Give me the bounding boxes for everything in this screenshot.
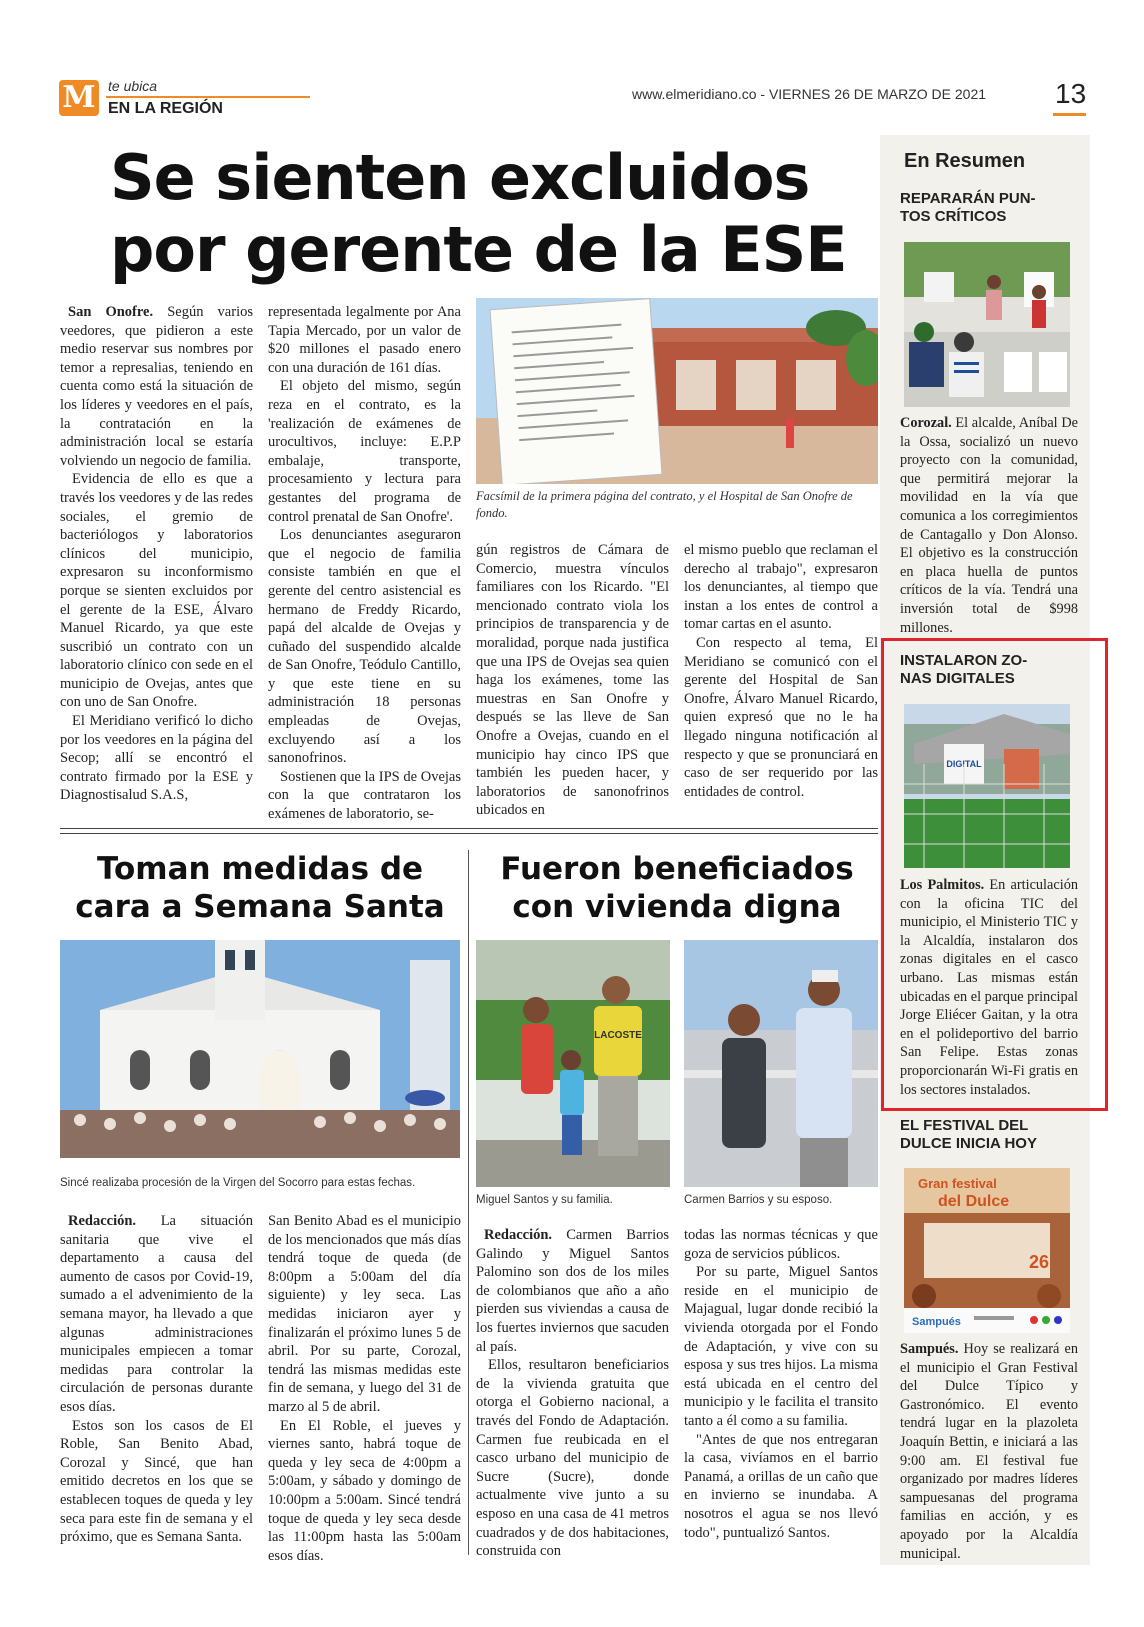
digital-zone-illustration [904, 704, 1070, 868]
sidebar-item2-heading: INSTALARON ZO- NAS DIGITALES [900, 652, 1028, 687]
sidebar-title: En Resumen [904, 150, 1026, 172]
carmen-barrios-photo [684, 940, 878, 1187]
vivienda-col1: Redacción. Carmen Barrios Galindo y Miguel Santos Palomino son dos de los miles de colombianos que año a año pierden sus viviendas a causa de los fuertes inviernos que sacuden al país. Ellos, resultaron beneficiarios de la vivienda gratuita que otorga el Gobierno nacional, a través del Fondo de Adaptación. Carmen fue reubicada en el casco urbano del municipio de Sucre (Sucre), donde actualmente vive junto a su esposo en una casa de 41 metros cuadrados y de dos habitaciones, construida con [476, 1227, 669, 1560]
procession-photo [60, 940, 460, 1158]
column-rule [468, 850, 469, 1555]
couple-illustration [684, 940, 878, 1187]
tagline: te ubica [108, 78, 158, 94]
main-headline-line1: Se sienten excluidos [110, 141, 810, 214]
semana-santa-headline: Toman medidas de cara a Semana Santa [75, 851, 445, 925]
logo-letter: M [62, 80, 96, 115]
logo [59, 80, 99, 116]
hospital-photo-caption: Facsímil de la primera página del contrato, y el Hospital de San Onofre de fondo. [476, 489, 853, 520]
section-underline [106, 96, 310, 98]
hospital-contract-illustration [476, 298, 878, 484]
sidebar-item1-text: Corozal. El alcalde, Aníbal De la Ossa, socializó un nuevo proyecto con la comunidad, que permitirá mejorar la movilidad en la vía que comunica a los corregimientos de Cantagallo y Don Alonso. El objetivo es la construcción en placa huella de puntos críticos de la vía. Tendrá una inversión total de $998 millones. [900, 415, 1078, 636]
procession-photo-caption: Sincé realizaba procesión de la Virgen del Socorro para estas fechas. [60, 1177, 416, 1189]
main-headline [110, 142, 870, 286]
main-story-col1: San Onofre. Según varios veedores, que pidieron a este medio reservar sus nombres por temor a represalias, teniendo en cuenta como está la situación de los líderes y veedores en el país, la contratación en la administración local se estaría volviendo un negocio de familia. Evidencia de ello es que a través los veedores y de las redes sociales, el gremio de bacteriólogos y laboratorios clínicos del municipio, expresaron su inconformismo porque se sienten excluidos por el gerente de la ESE, Álvaro Manuel Ricardo, ya que este suscribió un contrato con un laboratorio clínico con sede en el municipio de Ovejas, antes que con uno de San Onofre. El Meridiano verificó lo dicho por los veedores en la página del Secop; allí se encontró el contrato firmado por la ESE y Diagnostisalud S.A.S, [60, 304, 253, 804]
poster-date: 26 [1029, 1252, 1050, 1272]
vivienda-col2: todas las normas técnicas y que goza de servicios públicos. Por su parte, Miguel Santos reside en el municipio de Majagual, lugar donde recibió la vivienda otorgada por el Fondo de Adaptación, y vive con su esposa y sus tres hijos. La misma está ubicada en el centro del municipio y le facilita el transito tanto a él como a su familia. "Antes de que nos entregaran la casa, vivíamos en el barrio Panamá, a orillas de un caño que en invierno se inundaba. A nosotros el agua se nos llevó todo", puntualizó Santos. [684, 1227, 878, 1541]
semana-santa-col1: Redacción. La situación sanitaria que vive el departamento a causa del aumento de casos por Covid-19, sumado a el advenimiento de la semana mayor, ha llevado a que algunas administraciones municipales empiecen a tomar medidas para controlar la circulación de personas durante esos días. Estos son los casos de El Roble, San Benito Abad, Corozal y Sincé, que han emitido decretos en los que se establecen toques de queda y ley seca para este fin de semana y el próximo, que es Semana Santa. [60, 1213, 253, 1546]
church-procession-illustration [60, 940, 460, 1158]
family-illustration [476, 940, 670, 1187]
miguel-santos-caption: Miguel Santos y su familia. [476, 1194, 613, 1206]
shirt-text: LACOSTE [594, 1030, 642, 1041]
sidebar-item3-poster [904, 1168, 1070, 1333]
sidebar-item3-heading: EL FESTIVAL DEL DULCE INICIA HOY [900, 1117, 1037, 1152]
sidebar-item1-dateline: Corozal. [900, 415, 952, 431]
community-meeting-illustration [904, 242, 1070, 407]
vivienda-dateline: Redacción. [484, 1227, 553, 1243]
sidebar-item3-dateline: Sampués. [900, 1341, 959, 1357]
poster-title1: Gran festival [918, 1176, 997, 1191]
sidebar-item1-photo [904, 242, 1070, 407]
sidebar-item2-photo [904, 704, 1070, 868]
masthead [0, 0, 1144, 130]
page-number: 13 [1055, 78, 1087, 109]
vivienda-headline: Fueron beneficiados con vivienda digna [500, 851, 854, 925]
main-story-col4: el mismo pueblo que reclaman el derecho al trabajo", expresaron los denunciantes, al tiempo que instan a los entes de control a tomar cartas en el asunto. Con respecto al tema, El Meridiano se comunicó con el gerente del Hospital de San Onofre, Álvaro Manuel Ricardo, quien expresó que no le ha llegado ninguna notificación al respecto y que se pronunciará en caso de ser requerido por las entidades de control. [684, 542, 878, 800]
sidebar-item1-heading: REPARARÁN PUN- TOS CRÍTICOS [900, 190, 1036, 225]
miguel-santos-photo [476, 940, 670, 1187]
carmen-barrios-caption: Carmen Barrios y su esposo. [684, 1194, 833, 1206]
digital-sign-text: DIGITAL [946, 759, 982, 769]
semana-santa-col2: San Benito Abad es el municipio de los mencionados que más días tendrá toque de queda (de 8:00pm a 5:00am del día siguiente) y ley seca. Las medidas iniciaron ayer y finalizarán el próximo lunes 5 de abril. Por su parte, Corozal, tendrá las mismas medidas este fin de semana, y luego del 31 de marzo al 5 de abril. En El Roble, el jueves y viernes santo, habrá toque de queda y ley seca de 4:00pm a 5:00am, y sábado y domingo de 10:00pm a 5:00am. Sincé tendrá toque de queda y ley seca desde las 11:00pm hasta las 5:00am esos días. [268, 1213, 461, 1564]
poster-footer: Sampués [912, 1316, 961, 1328]
hospital-contract-photo [476, 298, 878, 484]
main-story-col3: gún registros de Cámara de Comercio, muestra vínculos familiares con los Ricardo. "El mencionado contrato viola los principios de transparencia y de moralidad, porque nada justifica que una IPS de Ovejas sea quien haga los exámenes, tome las muestras en San Onofre y después se las lleve de San Onofre a Ovejas, cuando en el municipio hay cinco IPS que también les pueden hacer, y laboratorios de sanonofrinos ubicados en [476, 542, 669, 819]
sidebar-item2-text: Los Palmitos. En articulación con la oficina TIC del municipio, el Ministerio TIC y la Alcaldía, instalaron dos zonas digitales en el casco urbano. Las mismas están ubicadas en el parque principal Jorge Eliécer Gaitan, y la otra en el polideportivo del barrio San Felipe. Estas zonas proporcionarán Wi-Fi gratis en los sectores instalados. [900, 877, 1078, 1098]
semana-santa-dateline: Redacción. [68, 1213, 137, 1229]
poster-title2: del Dulce [938, 1193, 1010, 1210]
section-divider [60, 828, 878, 834]
url-date: www.elmeridiano.co - VIERNES 26 DE MARZO DE 2021 [632, 86, 987, 102]
sidebar-item2-dateline: Los Palmitos. [900, 877, 985, 893]
main-headline-line2: por gerente de la ESE [110, 213, 847, 286]
festival-poster-illustration [904, 1168, 1070, 1333]
section-name: EN LA REGIÓN [108, 100, 223, 117]
dateline: San Onofre. [68, 304, 154, 320]
main-story-col2: representada legalmente por Ana Tapia Mercado, por un valor de $20 millones el pasado enero con una duración de 161 días. El objeto del mismo, según reza en el contrato, es la 'realización de exámenes de urocultivos, incluye: E.P.P embalaje, transporte, procesamiento y lectura para gestantes del programa de control prenatal de San Onofre'. Los denunciantes aseguraron que el negocio de familia consiste también en que el gerente del centro asistencial es hermano de Freddy Ricardo, papá del alcalde de Ovejas y cuñado del suspendido alcalde de San Onofre, Teódulo Cantillo, y que este tiene en su administración 18 personas empleadas de Ovejas, excluyendo así a los sanonofrinos. Sostienen que la IPS de Ovejas con la que contrataron los exámenes de laboratorio, se- [268, 304, 461, 823]
sidebar-item3-text: Sampués. Hoy se realizará en el municipio el Gran Festival del Dulce Típico y Gastronómico. El evento tendrá lugar en la plazoleta Joaquín Bettin, e iniciará a las 9:00 am. El festival fue organizado por madres líderes sampuesanas del programa familias en acción, y es apoyado por la Alcaldía municipal. [900, 1341, 1078, 1562]
page-number-underline [1053, 113, 1086, 116]
